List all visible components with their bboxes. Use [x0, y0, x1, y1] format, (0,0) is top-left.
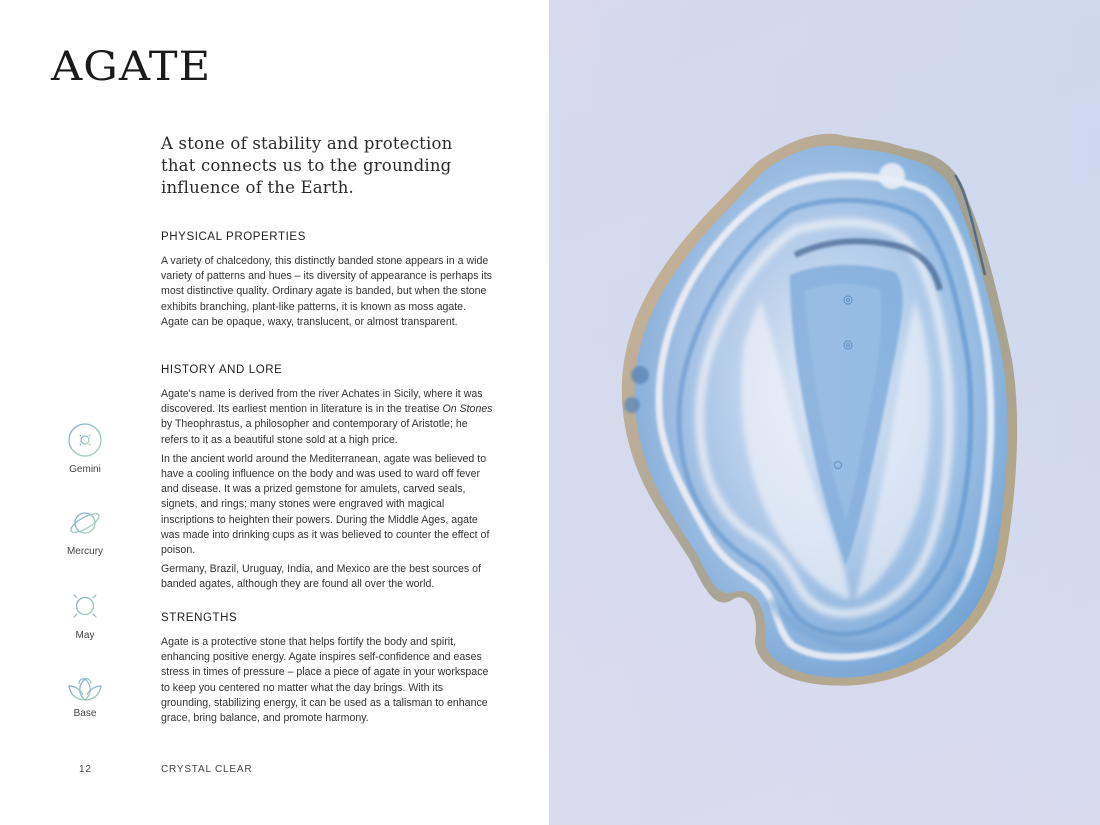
section-paragraph [161, 387, 493, 448]
section-paragraph: Agate is a protective stone that helps fortify the body and spirit, enhancing positive energy. Agate inspires self-confidence and eases stress in times of pressure – place a piece of agate in your workspace to keep you centered no matter what the day brings. With its grounding, stabilizing energy, it can be used as a talisman to enhance grace, bring balance, and promote harmony. [161, 636, 489, 725]
zodiac-sun-circle-icon [67, 422, 103, 458]
left-page [0, 0, 549, 825]
running-footer-title: CRYSTAL CLEAR [161, 764, 253, 775]
section-paragraph: Germany, Brazil, Uruguay, India, and Mexico are the best sources of banded agates, although they are found all over the world. [161, 563, 481, 591]
section-heading: STRENGTHS [161, 612, 238, 624]
page-title: AGATE [51, 44, 212, 90]
attribute-zodiac [55, 422, 115, 476]
planet-icon [67, 506, 103, 540]
attribute-label: Base [73, 708, 97, 719]
book-title-italic: On Stones [442, 403, 493, 416]
text-span: by Theophrastus, a philosopher and contemporary of Aristotle; he refers to it as a beautiful stone sold at a high price. [161, 418, 468, 446]
text-span: Agate's name is derived from the river Achates in Sicily, where it was discovered. Its earliest mention in literature is in the treatise [161, 388, 483, 416]
attribute-chakra [55, 676, 115, 720]
page-number: 12 [79, 764, 92, 775]
section-paragraph: In the ancient world around the Mediterranean, agate was believed to have a cooling influence on the body and was used to ward off fever and disease. It was a prized gemstone for amulets, carved seals, signets, and rings; many stones were engraved with magical inscriptions to heighten their powers. During the Middle Ages, agate was made into drinking cups as it was believed to counter the effect of poison. [161, 452, 490, 557]
lotus-icon [66, 676, 104, 702]
right-page-illustration [549, 0, 1100, 825]
sun-icon [67, 588, 103, 624]
attribute-label: May [75, 630, 95, 641]
attribute-month [55, 588, 115, 642]
tagline: A stone of stability and protection that connects us to the grounding influence of the Earth. [161, 134, 453, 197]
section-paragraph: A variety of chalcedony, this distinctly banded stone appears in a wide variety of patterns and hues – its diversity of appearance is perhaps its most distinctive quality. Ordinary agate is banded, but when the stone exhibits branching, plant-like patterns, it is known as moss agate. Agate can be opaque, waxy, translucent, or almost transparent. [161, 255, 492, 328]
agate-slice-illustration [549, 0, 1100, 825]
section-physical-properties [161, 230, 493, 334]
attribute-planet [55, 506, 115, 558]
section-history-and-lore [161, 363, 493, 597]
section-heading: PHYSICAL PROPERTIES [161, 231, 306, 243]
section-heading: HISTORY AND LORE [161, 364, 283, 376]
attribute-label: Gemini [69, 464, 101, 475]
attribute-label: Mercury [66, 546, 104, 557]
section-strengths [161, 611, 493, 730]
